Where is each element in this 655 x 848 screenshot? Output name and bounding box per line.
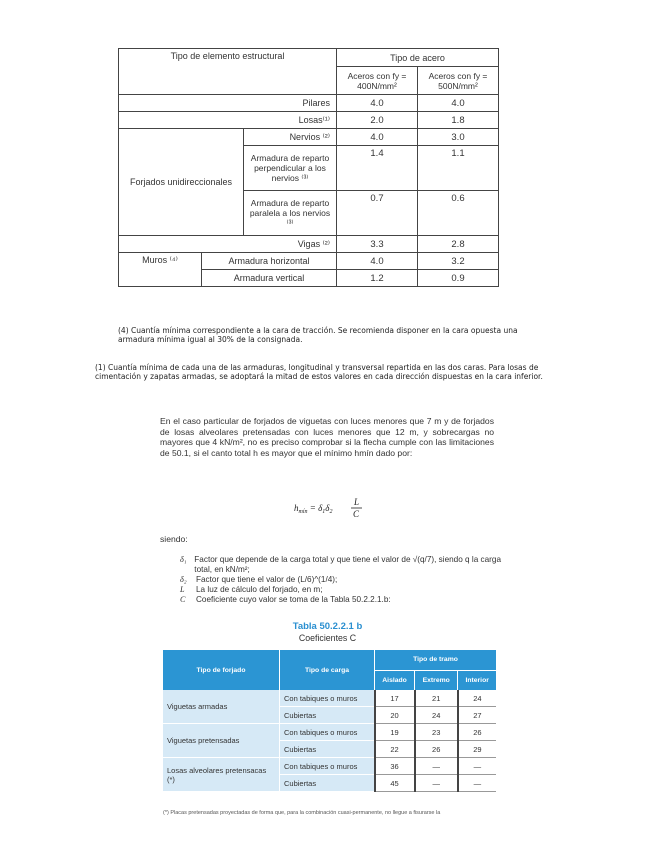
row-arm-par-v1: 0.7 [337,191,418,236]
row-muros-label: Muros ⁽⁴⁾ [119,253,202,287]
def-symbol: δ₁ [180,555,187,564]
load-label: Con tabiques o muros [280,690,375,707]
val-aislado: 45 [375,775,415,792]
note-4: (4) Cuantía mínima correspondiente a la cara de tracción. Se recomienda disponer en la cara opuesta una armadura mínima igual al 30% de la consignada. [118,326,518,344]
row-arm-par-v2: 0.6 [418,191,499,236]
row-vertical-label: Armadura vertical [202,270,337,287]
val-extremo: 21 [415,690,458,707]
header-steel-500: Aceros con fy = 500N/mm² [418,67,499,95]
def-symbol: δ₂ [180,575,187,584]
val-interior: 27 [458,707,496,724]
row-losas-label: Losas⁽¹⁾ [119,112,337,129]
row-vertical-v2: 0.9 [418,270,499,287]
row-horizontal-v1: 4.0 [337,253,418,270]
row-pilares-label: Pilares [119,95,337,112]
coefficients-table [163,650,496,792]
val-aislado: 19 [375,724,415,741]
val-extremo: 23 [415,724,458,741]
def-C [180,595,520,605]
siendo-label: siendo: [160,534,188,544]
formula-graphic [292,495,372,521]
row-arm-perp-v2: 1.1 [418,146,499,191]
row-vigas-v2: 2.8 [418,236,499,253]
h-carga: Tipo de carga [280,650,375,690]
def-symbol: C [180,595,186,604]
row-pilares-v2: 4.0 [418,95,499,112]
h-extremo: Extremo [415,670,458,690]
svg-text:C: C [353,509,360,519]
row-arm-perp-v1: 1.4 [337,146,418,191]
load-label: Cubiertas [280,741,375,758]
h-forjado: Tipo de forjado [163,650,280,690]
val-interior: 24 [458,690,496,707]
row-arm-perp-label: Armadura de reparto perpendicular a los nervios ⁽³⁾ [244,146,337,191]
def-text: Coeficiente cuyo valor se toma de la Tabla 50.2.2.1.b: [196,595,391,604]
val-extremo: — [415,775,458,792]
val-interior: 26 [458,724,496,741]
type-viguetas-pretensadas: Viguetas pretensadas [163,724,280,758]
h-interior: Interior [458,670,496,690]
row-losas-v1: 2.0 [337,112,418,129]
val-interior: — [458,758,496,775]
row-horizontal-v2: 3.2 [418,253,499,270]
type-losas-alveolares: Losas alveolares pretensacas (*) [163,758,280,792]
def-text: Factor que depende de la carga total y que tiene el valor de √(q/7), siendo q la carga total, en kN/m²; [194,555,502,574]
row-nervios-v1: 4.0 [337,129,418,146]
val-aislado: 17 [375,690,415,707]
table2-title: Tabla 50.2.2.1 b [292,621,363,632]
header-structural-type: Tipo de elemento estructural [119,49,337,95]
row-losas-v2: 1.8 [418,112,499,129]
val-extremo: — [415,758,458,775]
def-delta1 [180,555,520,575]
val-aislado: 20 [375,707,415,724]
svg-text:L: L [354,497,360,507]
header-steel-400: Aceros con fy = 400N/mm² [337,67,418,95]
row-vertical-v1: 1.2 [337,270,418,287]
row-vigas-v1: 3.3 [337,236,418,253]
def-text: Factor que tiene el valor de (L/6)^(1/4); [196,575,338,584]
val-interior: — [458,775,496,792]
def-delta2 [180,575,520,585]
row-nervios-label: Nervios ⁽²⁾ [244,129,337,146]
min-reinforcement-table [118,48,499,287]
row-arm-par-label: Armadura de reparto paralela a los nervios ⁽³⁾ [244,191,337,236]
definition-list [180,555,520,605]
load-label: Cubiertas [280,775,375,792]
row-nervios-v2: 3.0 [418,129,499,146]
val-extremo: 26 [415,741,458,758]
row-horizontal-label: Armadura horizontal [202,253,337,270]
val-aislado: 36 [375,758,415,775]
h-aislado: Aislado [375,670,415,690]
table2-footnote: (*) Placas pretensadas proyectadas de forma que, para la combinación cuasi-permanente, no llegue a fisurarse la [163,810,441,816]
svg-text:hmín = δ1δ2: $h_{mín} = \delta_1\delta_2$ [294,503,333,515]
row-pilares-v1: 4.0 [337,95,418,112]
load-label: Cubiertas [280,707,375,724]
val-interior: 29 [458,741,496,758]
def-symbol: L [180,585,185,594]
load-label: Con tabiques o muros [280,724,375,741]
row-forjados-label: Forjados unidireccionales [119,129,244,236]
def-text: La luz de cálculo del forjado, en m; [196,585,323,594]
table2-subtitle: Coeficientes C [298,633,357,643]
load-label: Con tabiques o muros [280,758,375,775]
row-vigas-label: Vigas ⁽²⁾ [119,236,337,253]
formula-hmin [292,495,372,521]
body-paragraph: En el caso particular de forjados de viguetas con luces menores que 7 m y de forjados de losas alveolares pretensadas con luces menores que 12 m, y sobrecargas no mayores que 4 kN/m², no es preciso comprobar si la flecha cumple con las limitaciones de 50.1, si el canto total h es mayor que el mínimo hmín dado por: [160,416,494,458]
header-steel-type: Tipo de acero [337,49,499,67]
note-1: (1) Cuantía mínima de cada una de las armaduras, longitudinal y transversal repartida en las dos caras. Para losas de cimentación y zapatas armadas, se adoptará la mitad de estos valores en cada dirección dispuestas en la cara inferior. [95,363,543,381]
def-L [180,585,520,595]
val-aislado: 22 [375,741,415,758]
h-tramo: Tipo de tramo [375,650,497,670]
val-extremo: 24 [415,707,458,724]
type-viguetas-armadas: Viguetas armadas [163,690,280,724]
